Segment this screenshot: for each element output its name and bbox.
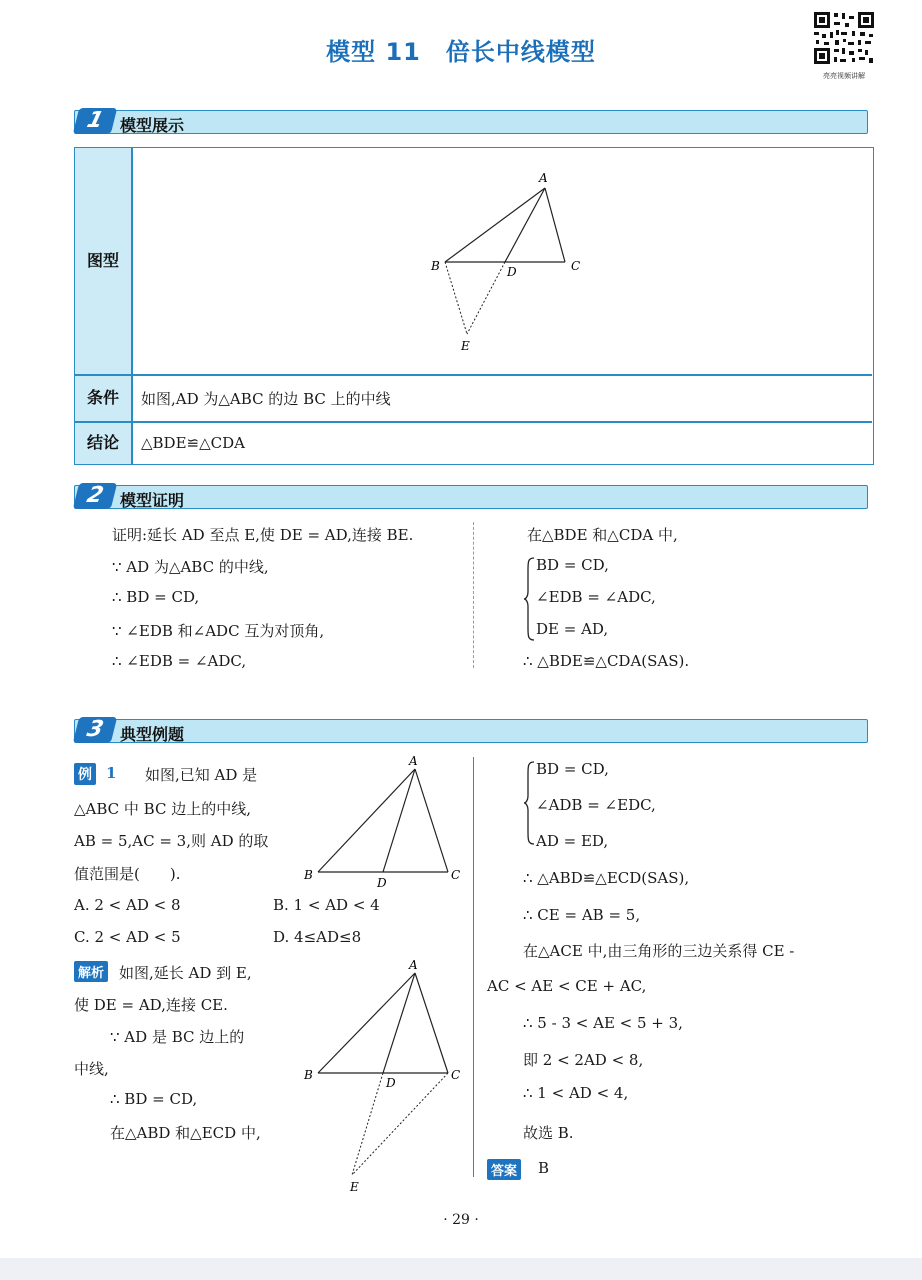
option-c[interactable]: C. 2 < AD < 5 — [74, 928, 181, 946]
point-e-label: E — [461, 339, 470, 353]
qr-code-icon — [812, 10, 876, 66]
column-divider — [131, 148, 133, 464]
proof-system-line-1: BD = CD, — [536, 556, 609, 574]
section-3-number: 3 — [73, 717, 117, 743]
example-system-line-3: AD = ED, — [536, 832, 609, 850]
an-point-b-label: B — [304, 1068, 313, 1082]
analysis-line-2: 使 DE = AD,连接 CE. — [74, 996, 228, 1014]
qr-caption: 亮亮视频讲解 — [823, 72, 865, 80]
analysis-line-6: 在△ABD 和△ECD 中, — [110, 1124, 261, 1142]
example-number: 1 — [106, 764, 117, 782]
analysis-figure-diagram — [300, 955, 470, 1195]
section-2-title: 模型证明 — [120, 491, 185, 510]
conclusion-text: △BDE≌△CDA — [141, 434, 245, 452]
example-figure-diagram — [300, 755, 470, 895]
question-line-1: 如图,已知 AD 是 — [145, 766, 258, 784]
figure-label: 图型 — [75, 148, 131, 374]
answer-tag: 答案 — [487, 1159, 521, 1180]
section-1-bar — [74, 110, 868, 134]
proof-column-divider — [473, 522, 474, 668]
an-point-a-label: A — [409, 958, 418, 972]
proof-conclusion: ∴ △BDE≌△CDA(SAS). — [523, 652, 690, 670]
analysis-line-4: 中线, — [74, 1060, 109, 1078]
point-d-label: D — [507, 265, 517, 279]
solution-line-6: 即 2 < 2AD < 8, — [523, 1051, 644, 1069]
analysis-tag: 解析 — [74, 961, 108, 982]
row-divider-1 — [75, 374, 872, 376]
section-1-number: 1 — [73, 108, 117, 134]
model-figure-diagram — [415, 166, 585, 356]
proof-system-line-2: ∠EDB = ∠ADC, — [536, 588, 656, 606]
example-tag: 例 — [74, 763, 96, 785]
ex-point-d-label: D — [377, 876, 387, 890]
answer-value: B — [538, 1159, 550, 1177]
example-system-line-1: BD = CD, — [536, 760, 609, 778]
model-display-table — [74, 147, 874, 465]
option-b[interactable]: B. 1 < AD < 4 — [273, 896, 380, 914]
system-brace-icon — [523, 556, 535, 642]
ex-point-a-label: A — [409, 755, 418, 768]
section-3-bar — [74, 719, 868, 743]
an-point-d-label: D — [386, 1076, 396, 1090]
page-title: 模型 11 倍长中线模型 — [326, 38, 596, 66]
question-line-4: 值范围是( ). — [74, 865, 181, 883]
solution-line-5: ∴ 5 - 3 < AE < 5 + 3, — [523, 1014, 683, 1032]
option-d[interactable]: D. 4≤AD≤8 — [273, 928, 362, 946]
point-b-label: B — [431, 259, 440, 273]
ex-point-c-label: C — [451, 868, 461, 882]
section-3-title: 典型例题 — [120, 725, 185, 744]
proof-line-4: ∵ ∠EDB 和∠ADC 互为对顶角, — [112, 622, 325, 640]
example-system-line-2: ∠ADB = ∠EDC, — [536, 796, 656, 814]
condition-label: 条件 — [75, 375, 131, 421]
point-c-label: C — [571, 259, 581, 273]
example-column-divider — [473, 757, 474, 1177]
condition-text: 如图,AD 为△ABC 的边 BC 上的中线 — [141, 390, 391, 408]
solution-line-7: ∴ 1 < AD < 4, — [523, 1084, 629, 1102]
question-line-3: AB = 5,AC = 3,则 AD 的取 — [74, 832, 269, 850]
proof-line-1: 证明:延长 AD 至点 E,使 DE = AD,连接 BE. — [112, 526, 414, 544]
proof-line-5: ∴ ∠EDB = ∠ADC, — [112, 652, 247, 670]
example-brace-icon — [523, 760, 535, 846]
proof-system-line-3: DE = AD, — [536, 620, 609, 638]
point-a-label: A — [539, 171, 548, 185]
page-number: · 29 · — [443, 1212, 479, 1228]
option-a[interactable]: A. 2 < AD < 8 — [74, 896, 181, 914]
analysis-line-5: ∴ BD = CD, — [110, 1090, 198, 1108]
bottom-margin-strip — [0, 1258, 922, 1280]
an-point-c-label: C — [451, 1068, 461, 1082]
section-2-bar — [74, 485, 868, 509]
solution-line-1: ∴ △ABD≌△ECD(SAS), — [523, 869, 690, 887]
section-2-number: 2 — [73, 483, 117, 509]
proof-line-3: ∴ BD = CD, — [112, 588, 200, 606]
analysis-line-1: 如图,延长 AD 到 E, — [119, 964, 252, 982]
conclusion-label: 结论 — [75, 422, 131, 464]
row-divider-2 — [75, 421, 872, 423]
question-line-2: △ABC 中 BC 边上的中线, — [74, 800, 251, 818]
proof-line-2: ∵ AD 为△ABC 的中线, — [112, 558, 269, 576]
an-point-e-label: E — [350, 1180, 359, 1194]
solution-line-4: AC < AE < CE + AC, — [487, 977, 647, 995]
solution-line-2: ∴ CE = AB = 5, — [523, 906, 641, 924]
solution-line-3: 在△ACE 中,由三角形的三边关系得 CE - — [523, 942, 795, 960]
section-1-title: 模型展示 — [120, 116, 185, 135]
proof-right-intro: 在△BDE 和△CDA 中, — [527, 526, 678, 544]
ex-point-b-label: B — [304, 868, 313, 882]
analysis-line-3: ∵ AD 是 BC 边上的 — [110, 1028, 245, 1046]
qr-code-block[interactable] — [812, 10, 876, 81]
solution-line-8: 故选 B. — [523, 1124, 574, 1142]
